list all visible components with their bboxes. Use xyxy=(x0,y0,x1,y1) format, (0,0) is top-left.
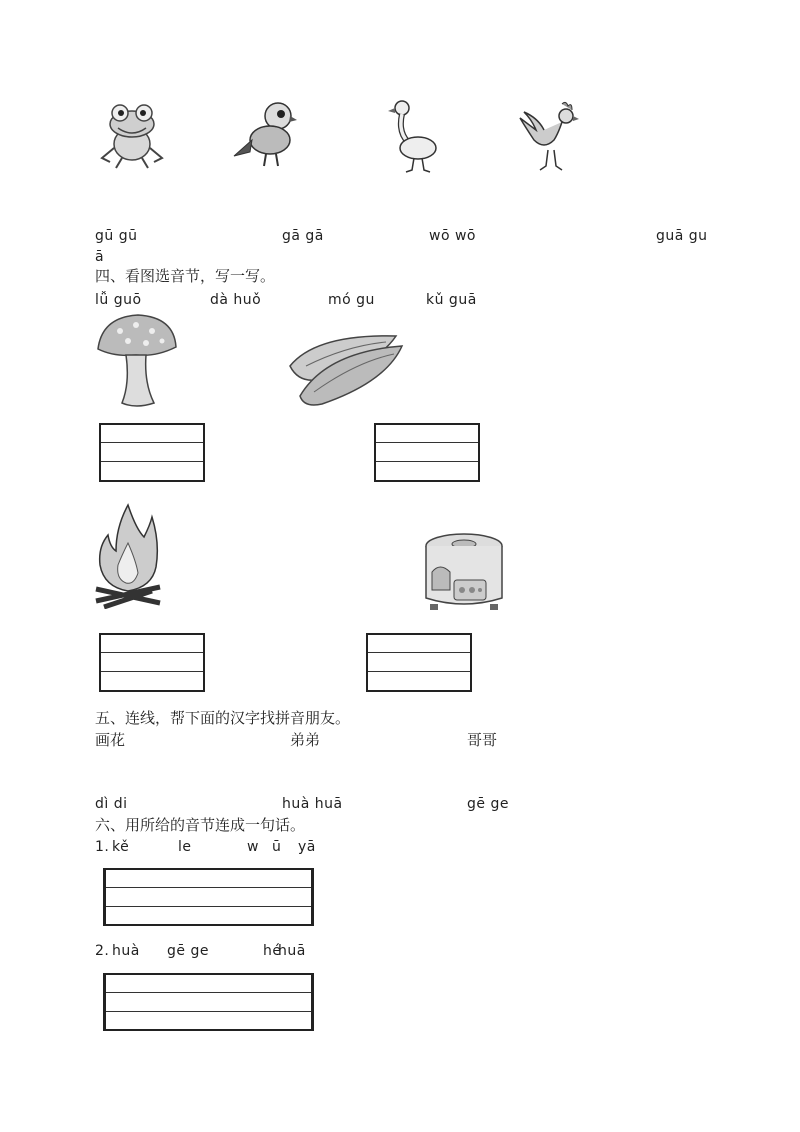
rooster-picture xyxy=(518,100,580,172)
animal-pinyin-4-wrap: ā xyxy=(95,249,105,265)
sentence-1-syllable-5: yā xyxy=(298,839,316,855)
section4-option-1: lǚ guō xyxy=(95,292,142,308)
answer-box-fire[interactable] xyxy=(99,633,205,692)
sentence-2-answer-box[interactable] xyxy=(103,973,314,1031)
sentence-2-number: 2. xyxy=(95,943,110,959)
animal-pinyin-3: wō wō xyxy=(429,228,476,244)
goose-picture xyxy=(388,98,440,174)
section5-pinyin-2[interactable]: huà huā xyxy=(282,796,343,812)
answer-box-rice-cooker[interactable] xyxy=(366,633,472,692)
frog-picture xyxy=(94,100,170,170)
sentence-1-syllable-1: kě xyxy=(112,839,130,855)
section5-pinyin-3[interactable]: gē ge xyxy=(467,796,509,812)
sentence-2-syllable-2: gē ge xyxy=(167,943,209,959)
mushroom-picture xyxy=(96,313,178,409)
animal-pinyin-1: gū gū xyxy=(95,228,138,244)
sentence-1-answer-box[interactable] xyxy=(103,868,314,926)
section5-title: 五、连线，帮下面的汉字找拼音朋友。 xyxy=(95,709,351,727)
section6-title: 六、用所给的音节连成一句话。 xyxy=(95,816,306,834)
sentence-1-number: 1. xyxy=(95,839,110,855)
animal-pinyin-4: guā gu xyxy=(656,228,708,244)
fire-picture xyxy=(94,503,162,609)
section4-title: 四、看图选音节，写一写。 xyxy=(95,267,276,285)
sentence-1-syllable-3: w xyxy=(247,839,259,855)
section5-pinyin-1[interactable]: dì di xyxy=(95,796,128,812)
section5-chinese-2[interactable]: 弟弟 xyxy=(290,731,321,749)
sentence-2-syllable-3: hé xyxy=(263,943,282,959)
sentence-1-syllable-2: le xyxy=(178,839,192,855)
answer-box-bitter-melon[interactable] xyxy=(374,423,480,482)
animal-pinyin-2: gā gā xyxy=(282,228,324,244)
section5-chinese-1[interactable]: 画花 xyxy=(95,731,126,749)
bitter-melon-picture xyxy=(286,326,406,408)
bird-picture xyxy=(232,98,298,170)
sentence-2-syllable-1: huà xyxy=(112,943,140,959)
answer-box-mushroom[interactable] xyxy=(99,423,205,482)
section4-option-2: dà huǒ xyxy=(210,292,262,308)
rice-cooker-picture xyxy=(420,532,508,612)
sentence-2-syllable-4: huā xyxy=(278,943,306,959)
section4-option-4: kǔ guā xyxy=(426,292,477,308)
sentence-1-syllable-4: ū xyxy=(272,839,282,855)
section4-option-3: mó gu xyxy=(328,292,375,308)
section5-chinese-3[interactable]: 哥哥 xyxy=(467,731,498,749)
